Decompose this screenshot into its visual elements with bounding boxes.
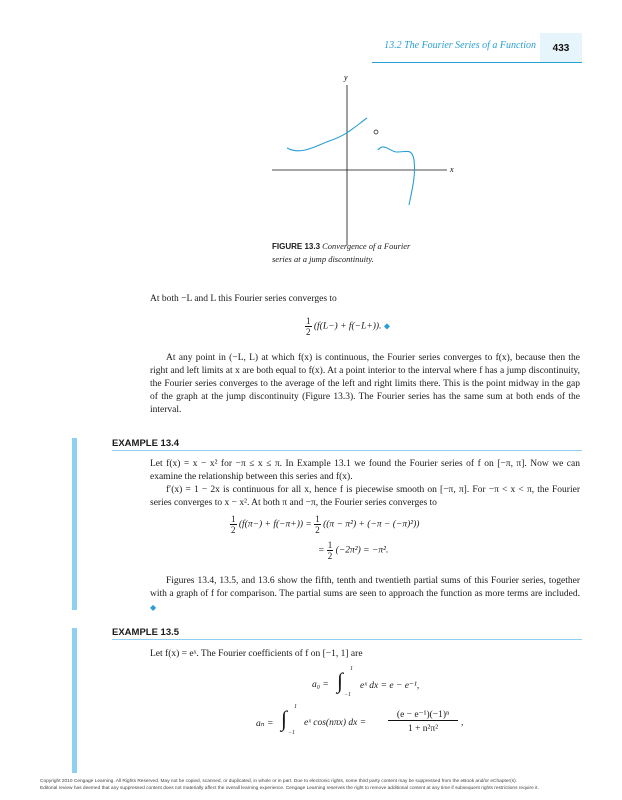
an-denominator: 1 + n²π² <box>407 724 439 734</box>
an-upper-limit: 1 <box>294 704 297 710</box>
right-curve <box>378 147 415 205</box>
example-13-5-bar <box>72 628 77 773</box>
an-tail: , <box>461 718 464 728</box>
example-13-4-bar <box>72 438 77 610</box>
example-13-4-equation-line2 <box>318 540 388 561</box>
example-13-4-intro: Let f(x) = x − x² for −π ≤ x ≤ π. In Example 13.1 we found the Fourier series of f on [−π, π]. Now we can examine the relationship between this series and f(x). <box>150 459 580 482</box>
y-axis-label: y <box>344 73 348 82</box>
an-numerator: (e − e⁻¹)(−1)ⁿ <box>388 709 458 721</box>
example-13-4-rule <box>112 450 582 451</box>
an-lhs: aₙ = <box>256 719 274 729</box>
equation-result: (−2π²) = −π². <box>335 545 389 556</box>
equals-sign: = <box>318 545 325 556</box>
caption-text: Convergence of a Fourier series at a jump discontinuity. <box>272 241 411 264</box>
an-body: eˣ cos(nπx) dx = <box>304 718 367 728</box>
example-13-5-rule <box>112 639 582 640</box>
example-13-4-heading: EXAMPLE 13.4 <box>112 438 180 449</box>
a0-lower-limit: −1 <box>344 692 352 698</box>
example-13-5-heading: EXAMPLE 13.5 <box>112 627 180 638</box>
an-lower-limit: −1 <box>288 730 296 736</box>
page-number: 433 <box>540 33 582 63</box>
midpoint-marker <box>374 130 378 134</box>
example-13-4-figures: Figures 13.4, 13.5, and 13.6 show the fifth, tenth and twentieth partial sums of this Fourier series, together with a graph of f for comparison. The partial sums are seen to approach the function as more terms are included. ◆ <box>150 576 580 612</box>
paragraph-convergence: At any point in (−L, L) at which f(x) is continuous, the Fourier series converges to f(x), because then the right and left limits at x are both equal to f(x). At a point interior to the interval where f has a jump discontinuity, the Fourier series converges to the average of the left and right limits there. This is the point midway in the gap of the graph at the jump discontinuity (Figure 13.3). The Fourier series has the same sum at both ends of the interval. <box>150 353 580 415</box>
equation-an <box>256 706 496 742</box>
example-13-4-smoothness: f′(x) = 1 − 2x is continuous for all x, hence f is piecewise smooth on [−π, π]. For −π < x < π, the Fourier series converges to x − x². At both π and −π, the Fourier series converges to <box>150 485 580 508</box>
figure-caption <box>272 240 432 265</box>
example-13-4-equation-line1 <box>230 514 419 535</box>
footer-line1: Copyright 2010 Cengage Learning. All Rights Reserved. May not be copied, scanned, or duplicated, in whole or in part. Due to electronic rights, some third party content may be suppressed from the eBook and/or eChapter(s). <box>40 779 518 784</box>
fraction-half: $\frac{1}{2}$ <box>231 514 236 535</box>
left-curve <box>287 118 367 151</box>
paragraph-endpoints: At both −L and L this Fourier series converges to <box>150 294 337 304</box>
equation-left: (f(π−) + f(−π+)) = <box>238 519 312 530</box>
fraction-half: $\frac{1}{2}$ <box>315 514 320 535</box>
example-13-5-intro: Let f(x) = eˣ. The Fourier coefficients of f on [−1, 1] are <box>150 649 363 659</box>
a0-body: eˣ dx = e − e⁻¹, <box>360 681 420 691</box>
integral-sign: ∫ <box>337 668 344 693</box>
equation-body: (f(L−) + f(−L+)). <box>313 321 382 332</box>
a0-upper-limit: 1 <box>350 666 353 672</box>
a0-lhs: a₀ = <box>312 680 329 690</box>
fraction-half: $\frac{1}{2}$ <box>327 540 333 561</box>
equation-right: ((π − π²) + (−π − (−π)²)) <box>323 519 420 530</box>
fraction-half: $\frac{1}{2}$ <box>306 316 311 337</box>
section-title: 13.2 The Fourier Series of a Function <box>384 40 536 51</box>
integral-sign: ∫ <box>281 706 288 731</box>
end-diamond-icon: ◆ <box>383 321 391 331</box>
footer-line2: Editorial review has deemed that any suppressed content does not materially affect the overall learning experience. Cengage Learning reserves the right to remove additional content at any time if subsequent rights restrictions require it. <box>40 786 539 791</box>
header-rule <box>372 62 582 63</box>
x-axis-label: x <box>450 165 454 174</box>
copyright-footer <box>40 778 600 792</box>
caption-label: FIGURE 13.3 <box>272 242 321 251</box>
equation-endpoint-sum <box>305 316 390 337</box>
end-diamond-icon: ◆ <box>150 603 157 612</box>
